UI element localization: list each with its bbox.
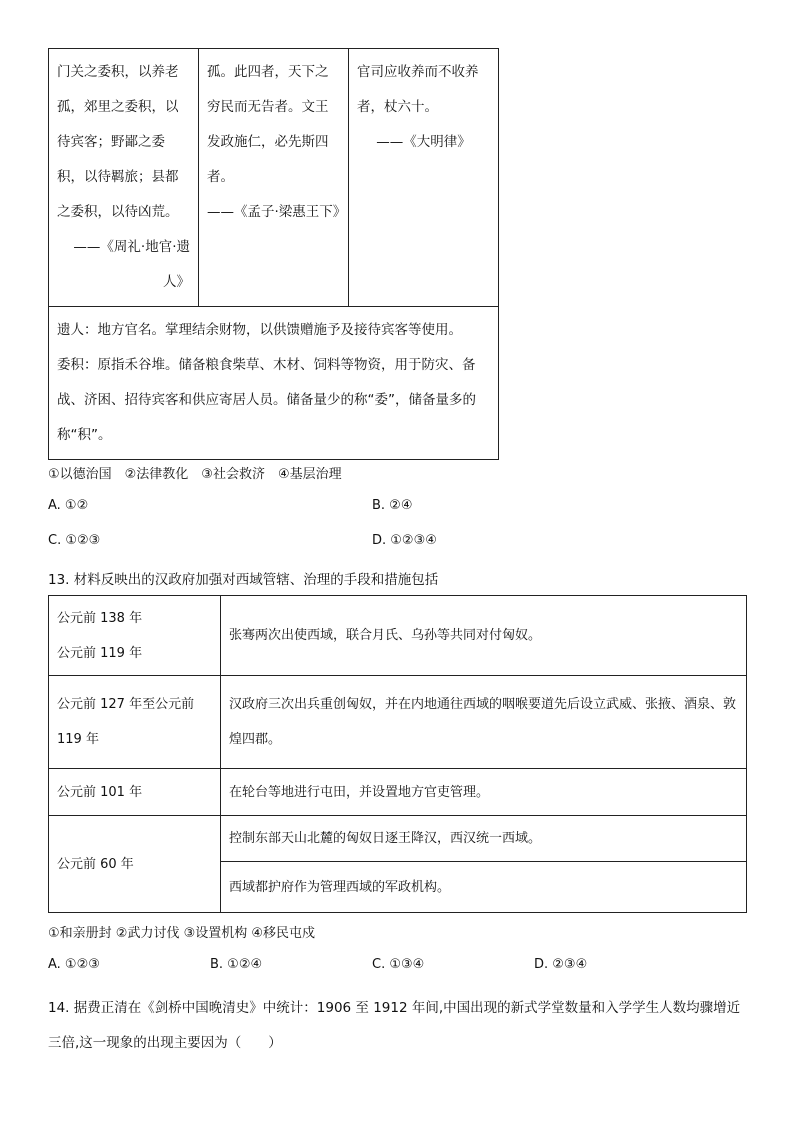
event-cell: 控制东部天山北麓的匈奴日逐王降汉，西汉统一西域。: [221, 816, 747, 862]
q13-choice-d[interactable]: D. ②③④: [534, 957, 588, 972]
source-cell-mengzi: [199, 49, 349, 307]
daminglv-text: 官司应收养而不收养者，杖六十。: [357, 64, 479, 115]
date-cell: [49, 676, 221, 769]
q12-choice-b[interactable]: B. ②④: [372, 498, 413, 513]
source-cell-daminglv: [349, 49, 499, 307]
zhouli-source: ——《周礼·地官·遗人》: [73, 239, 190, 290]
date-cell: 公元前 101 年: [49, 769, 221, 816]
table-row: [49, 596, 747, 676]
date-line: 公元前 127 年至公元前: [57, 697, 195, 712]
date-cell: [49, 596, 221, 676]
table-row: [49, 816, 747, 862]
date-line: 公元前 138 年: [57, 610, 143, 626]
daminglv-source: ——《大明律》: [376, 134, 471, 150]
q12-choice-c[interactable]: C. ①②③: [48, 533, 101, 548]
event-cell: 西域都护府作为管理西域的军政机构。: [221, 862, 747, 913]
q12-options-line: ①以德治国 ②法律教化 ③社会救济 ④基层治理: [48, 467, 342, 482]
date-cell: 公元前 60 年: [49, 816, 221, 913]
q13-options-line: ①和亲册封 ②武力讨伐 ③设置机构 ④移民屯戍: [48, 926, 316, 941]
event-cell: 汉政府三次出兵重创匈奴，并在内地通往西域的咽喉要道先后设立武威、张掖、酒泉、敦煌四郡。: [221, 676, 747, 769]
source-cell-zhouli: [49, 49, 199, 307]
q13-choice-b[interactable]: B. ①②④: [210, 957, 263, 972]
western-regions-table: [48, 595, 747, 913]
table-row: [49, 676, 747, 769]
event-cell: 张骞两次出使西域，联合月氏、乌孙等共同对付匈奴。: [221, 596, 747, 676]
q13-stem: 13. 材料反映出的汉政府加强对西域管辖、治理的手段和措施包括: [48, 572, 439, 588]
date-line: 119 年: [57, 732, 99, 747]
q12-choice-d[interactable]: D. ①②③④: [372, 533, 437, 548]
event-cell: 在轮台等地进行屯田，并设置地方官吏管理。: [221, 769, 747, 816]
source-table: [48, 48, 499, 460]
notes-cell: [49, 307, 499, 460]
q14-stem: 14. 据费正清在《剑桥中国晚清史》中统计：1906 至 1912 年间,中国出现的新式学堂数量和入学学生人数均骤增近三倍,这一现象的出现主要因为（ ）: [48, 1000, 741, 1051]
q13-choice-a[interactable]: A. ①②③: [48, 957, 100, 972]
q13-choice-c[interactable]: C. ①③④: [372, 957, 425, 972]
note-yiren: 遗人：地方官名。掌理结余财物，以供馈赠施予及接待宾客等使用。: [57, 322, 462, 338]
mengzi-text: 孤。此四者，天下之穷民而无告者。文王发政施仁，必先斯四者。: [207, 64, 329, 185]
table-row: [49, 769, 747, 816]
zhouli-text: 门关之委积，以养老孤，郊里之委积，以待宾客；野鄙之委积，以待羁旅；县都之委积，以待凶荒。: [57, 64, 179, 220]
mengzi-source: ——《孟子·梁惠王下》: [207, 204, 347, 220]
date-line: 公元前 119 年: [57, 645, 143, 661]
note-weiji: 委积：原指禾谷堆。储备粮食柴草、木材、饲料等物资，用于防灾、备战、济困、招待宾客和供应寄居人员。储备量少的称“委”，储备量多的称“积”。: [57, 357, 476, 443]
q12-choice-a[interactable]: A. ①②: [48, 498, 89, 513]
